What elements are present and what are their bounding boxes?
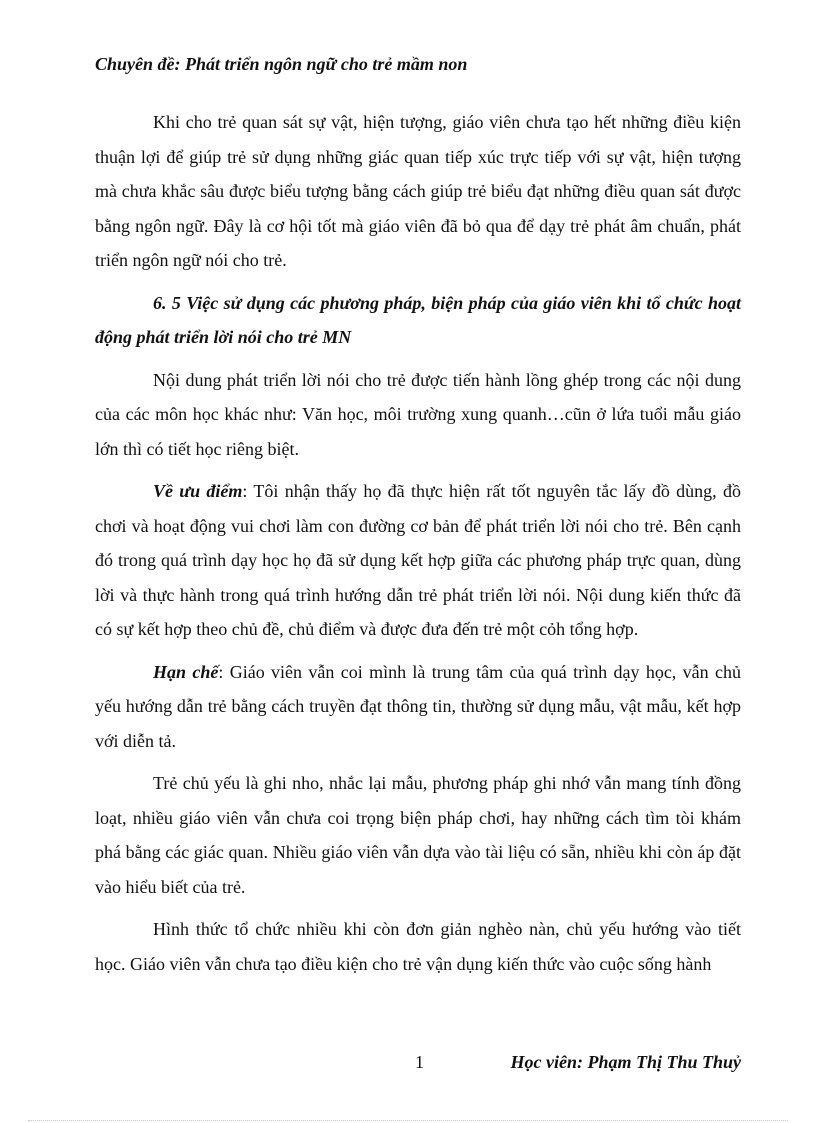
advantages-text: : Tôi nhận thấy họ đã thực hiện rất tốt nguyên tắc lấy đồ dùng, đồ chơi và hoạt động vui chơi làm con đường cơ bản để phát triển lời nói cho trẻ. Bên cạnh đó trong quá trình dạy học họ đã sử dụng kết hợp giữa các phương pháp trực quan, dùng lời và thực hành trong quá trình hướng dẫn trẻ phát triển lời nói. Nội dung kiến thức đã có sự kết hợp theo chủ đề, chủ điểm và được đưa đến trẻ một cỏh tổng hợp. <box>95 481 742 639</box>
limitations-text: : Giáo viên vẫn coi mình là trung tâm của quá trình dạy học, vẫn chủ yếu hướng dẫn trẻ bằng cách truyền đạt thông tin, thường sử dụng mẫu, vật mẫu, kết hợp với diễn tả. <box>95 661 741 751</box>
footer-author: Học viên: Phạm Thị Thu Thuỷ <box>510 1052 741 1072</box>
document-body <box>95 105 741 989</box>
paragraph-observation: Khi cho trẻ quan sát sự vật, hiện tượng, giáo viên chưa tạo hết những điều kiện thuận lợi để giúp trẻ sử dụng những giác quan tiếp xúc trực tiếp với sự vật, hiện tượng mà chưa khắc sâu được biểu tượng bằng cách giúp trẻ biểu đạt những điều quan sát được bằng ngôn ngữ. Đây là cơ hội tốt mà giáo viên đã bỏ qua để dạy trẻ phát âm chuẩn, phát triển ngôn ngữ nói cho trẻ. <box>95 112 741 270</box>
paragraph-limitations <box>95 655 741 759</box>
paragraph-memorization: Trẻ chủ yếu là ghi nho, nhắc lại mẫu, phương pháp ghi nhớ vẫn mang tính đồng loạt, nhiều giáo viên vẫn chưa coi trọng biện pháp chơi, hay những cách tìm tòi khám phá bằng các giác quan. Nhiều giáo viên vẫn dựa vào tài liệu có sẵn, nhiều khi còn áp đặt vào hiểu biết của trẻ. <box>95 773 741 897</box>
page-number: 1 <box>415 1052 424 1072</box>
paragraph-content: Nội dung phát triển lời nói cho trẻ được tiến hành lồng ghép trong các nội dung của các môn học khác như: Văn học, môi trường xung quanh…cũn ở lứa tuổi mẫu giáo lớn thì có tiết học riêng biệt. <box>95 369 741 459</box>
limitations-label: Hạn chế <box>153 661 219 682</box>
paragraph-advantages <box>95 474 741 647</box>
page-footer <box>95 1049 741 1075</box>
advantages-label: Về ưu điểm <box>153 481 243 501</box>
paragraph-organization: Hình thức tổ chức nhiều khi còn đơn giản nghèo nàn, chủ yếu hướng vào tiết học. Giáo viên vẫn chưa tạo điều kiện cho trẻ vận dụng kiến thức vào cuộc sống hành <box>95 919 741 974</box>
page-bottom-divider <box>28 1120 788 1121</box>
section-heading: 6. 5 Việc sử dụng các phương pháp, biện pháp của giáo viên khi tổ chức hoạt động phát triển lời nói cho trẻ MN <box>95 292 741 347</box>
document-header-topic: Chuyên đề: Phát triển ngôn ngữ cho trẻ mầm non <box>95 54 468 74</box>
